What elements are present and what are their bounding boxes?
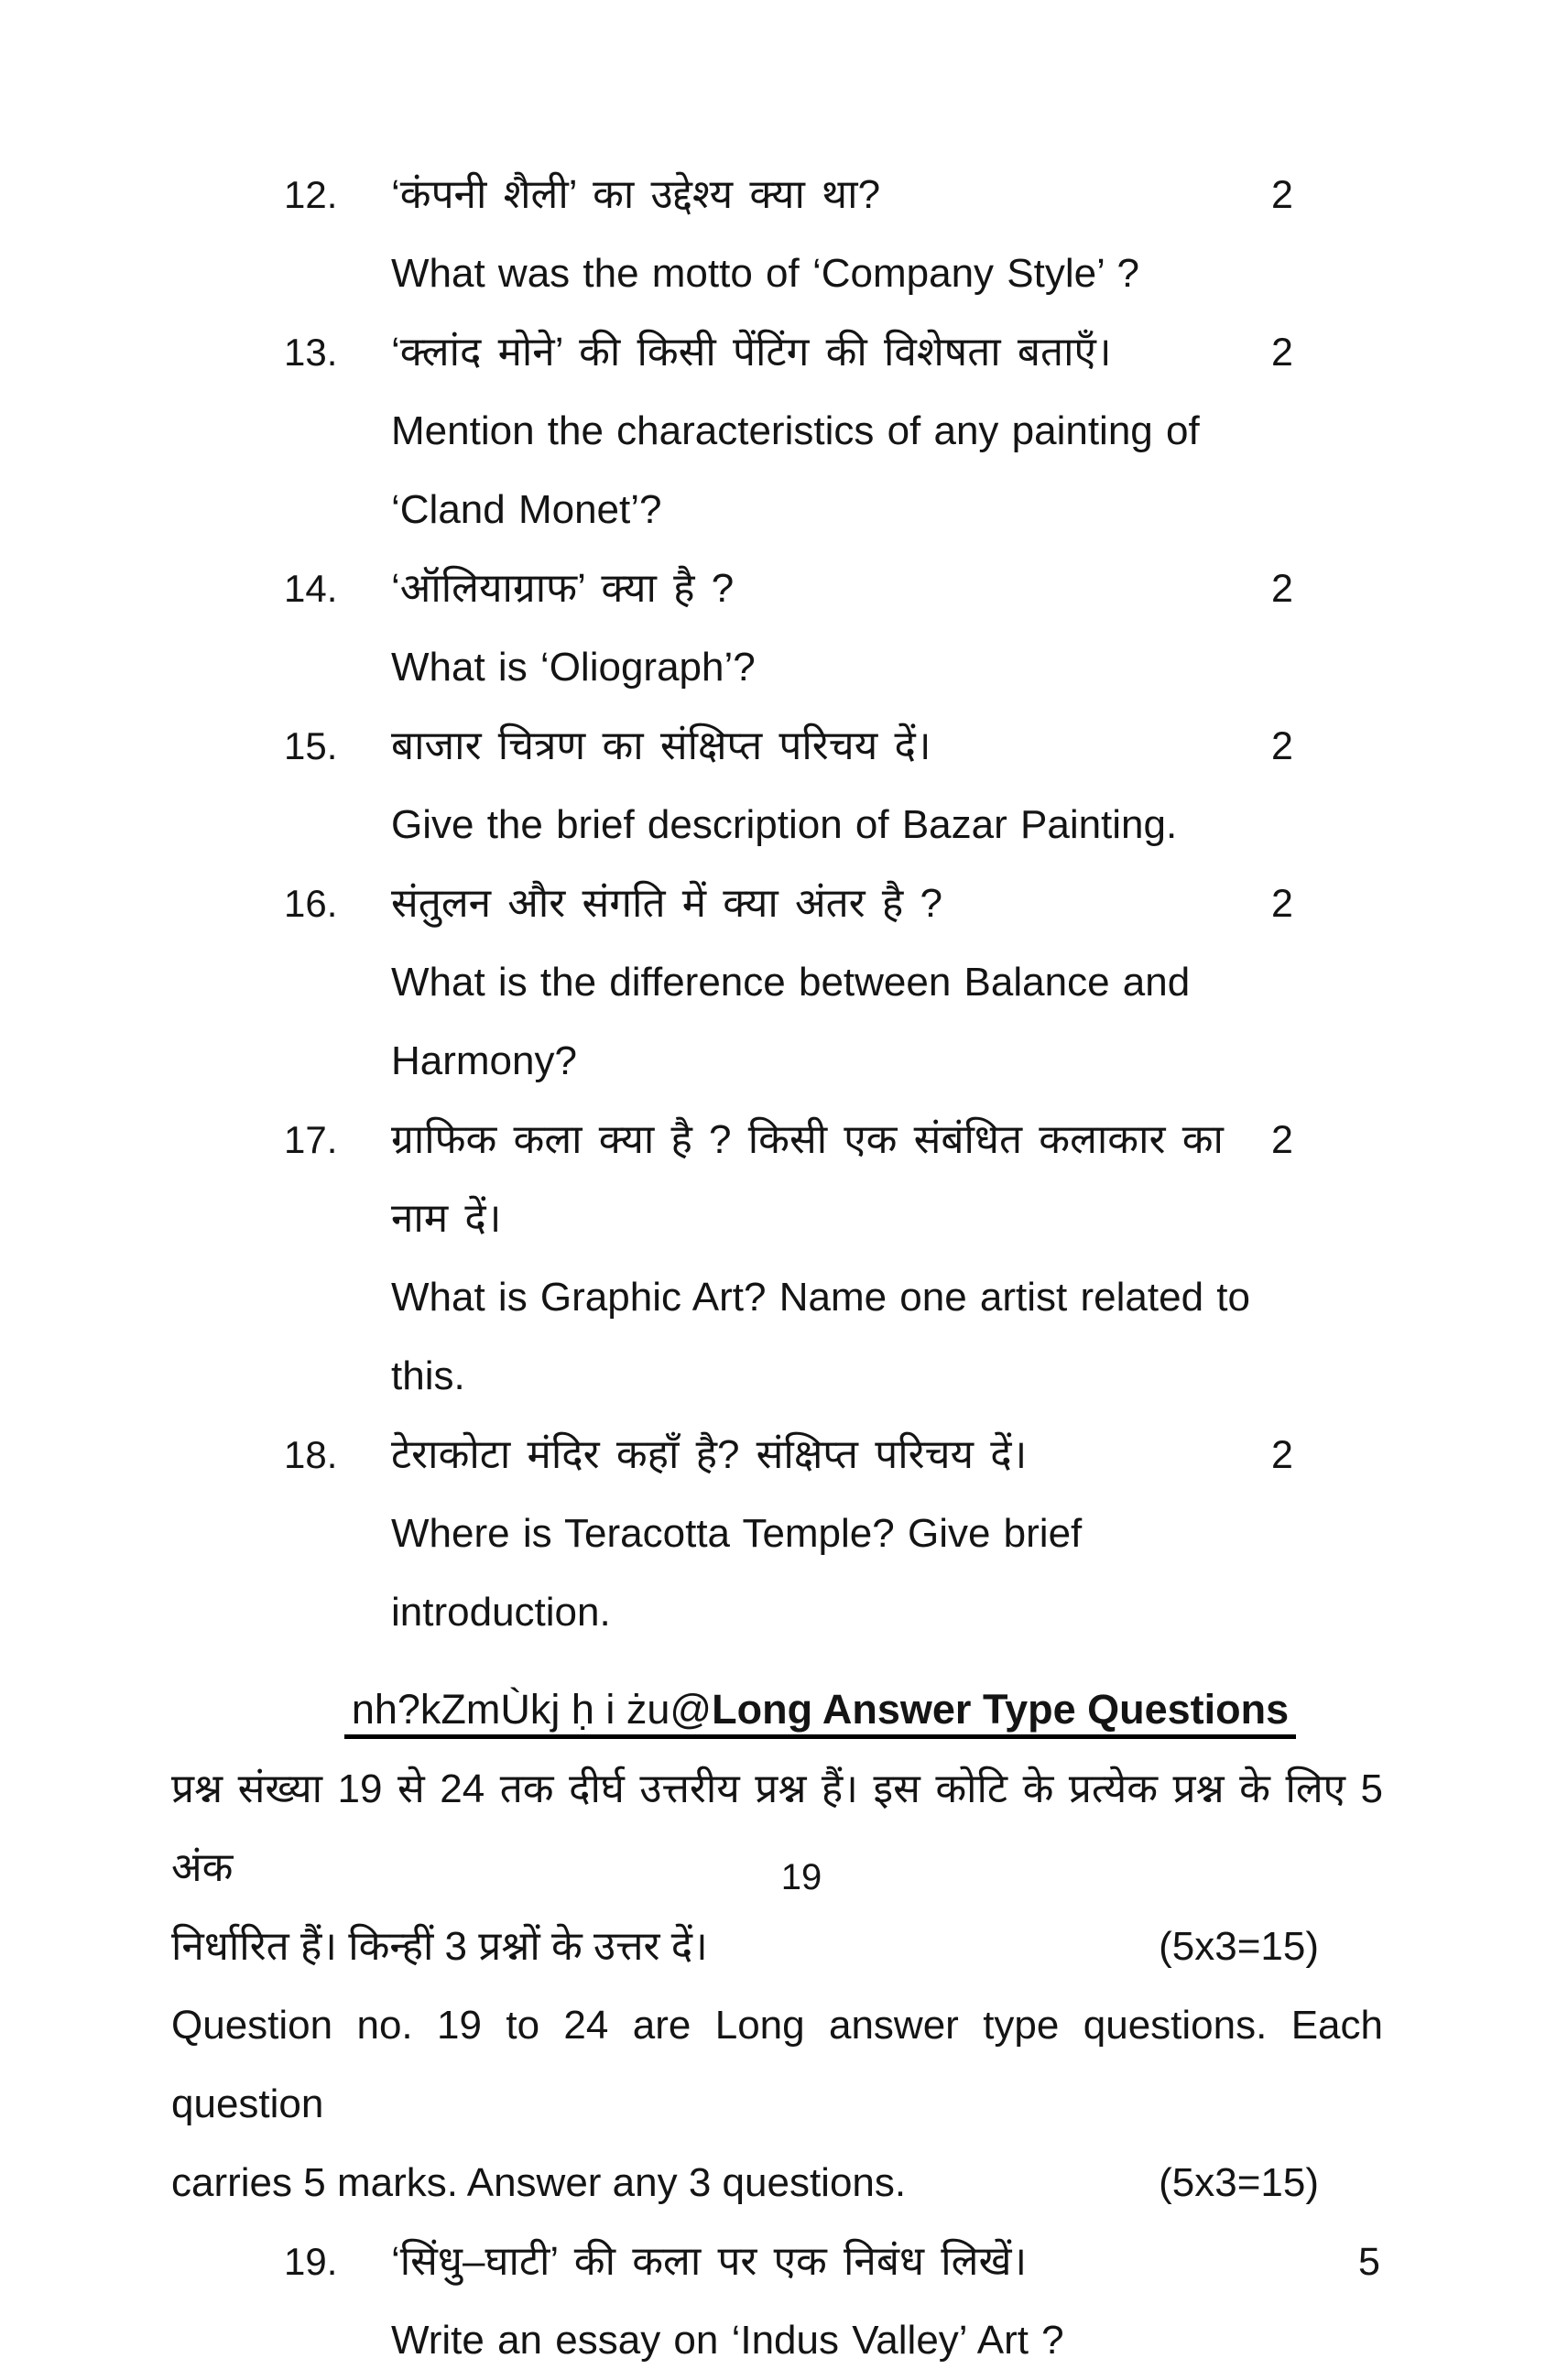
question-english-text: Write an essay on ‘Indus Valley’ Art ? [391,2318,1064,2363]
question-hindi-text: टेराकोटा मंदिर कहाँ है? संक्षिप्त परिचय दें। [391,1432,1028,1477]
question-number: 19. [284,2240,338,2283]
section-heading-underline [344,1688,1296,1739]
page-number: 19 [780,1857,822,1897]
question-marks: 2 [1271,882,1293,926]
question-english-text: Give the brief description of Bazar Painting. [391,802,1178,847]
instructions-english-line2-text: carries 5 marks. Answer any 3 questions. [171,2160,907,2205]
instructions-english [171,1986,1383,2222]
question-number: 15. [284,724,338,767]
question-row [171,864,1383,1101]
question-hindi-text: ग्राफिक कला क्या है ? किसी एक संबंधित कलाकार का नाम दें। [391,1117,1224,1241]
question-hindi-text: ‘कंपनी शैली’ का उद्देश्य क्या था? [391,172,881,217]
question-row [171,1416,1383,1652]
question-marks: 2 [1271,173,1293,217]
instructions-hindi-line2 [171,1907,1383,1986]
question-row [171,549,1383,707]
question-english-text: What was the motto of ‘Company Style’ ? [391,251,1139,296]
question-hindi-text: ‘क्लांद मोने’ की किसी पेंटिंग की विशेषता बताएँ। [391,330,1112,375]
question-english-text: What is Graphic Art? Name one artist related to this. [391,1275,1250,1398]
instructions-hindi-line1: प्रश्न संख्या 19 से 24 तक दीर्घ उत्तरीय प्रश्न हैं। इस कोटि के प्रत्येक प्रश्न के लिए 5 अंक [171,1766,1383,1890]
question-number: 14. [284,567,338,610]
question-body [391,156,1259,313]
question-marks: 2 [1271,724,1293,768]
instructions-hindi-marks: (5x3=15) [1159,1924,1319,1969]
question-body [391,707,1259,864]
question-marks: 2 [1271,1433,1293,1477]
instructions-english-line1: Question no. 19 to 24 are Long answer type questions. Each question [171,2003,1383,2126]
question-english-text: Mention the characteristics of any painting of ‘Cland Monet’? [391,408,1200,532]
question-row [171,707,1383,864]
question-number: 16. [284,882,338,925]
question-number: 17. [284,1118,338,1161]
question-hindi-text: ‘ऑलियाग्राफ’ क्या है ? [391,566,735,611]
question-english-text: Where is Teracotta Temple? Give brief introduction. [391,1511,1083,1635]
question-hindi-text: संतुलन और संगति में क्या अंतर है ? [391,881,942,926]
question-body [391,1101,1259,1416]
question-marks: 2 [1271,1118,1293,1162]
page-content [171,156,1383,2380]
instructions-english-marks: (5x3=15) [1159,2160,1319,2205]
question-body [391,313,1259,549]
question-number: 18. [284,1433,338,1476]
question-row [171,1101,1383,1416]
instructions-english-line2 [171,2144,1383,2222]
question-row [171,313,1383,549]
section-heading-title: Long Answer Type Questions [712,1686,1290,1733]
question-body [391,549,1259,707]
instructions-hindi-line2-text: निर्धारित हैं। किन्हीं 3 प्रश्नों के उत्तर दें। [171,1924,708,1969]
section-heading [171,1670,1383,1750]
question-body [391,1416,1259,1652]
question-row [171,2222,1383,2380]
question-english-text: What is the difference between Balance and Harmony? [391,960,1191,1083]
question-row [171,156,1383,313]
question-hindi-text: ‘सिंधु–घाटी’ की कला पर एक निबंध लिखें। [391,2239,1028,2284]
question-marks: 5 [1358,2240,1380,2284]
question-body [391,864,1259,1101]
question-number: 12. [284,173,338,216]
section-heading-garbled-text: nh?kZmÙkj ḥ i żu@ [351,1686,713,1733]
question-english-text: What is ‘Oliograph’? [391,645,756,690]
question-marks: 2 [1271,567,1293,611]
question-body [391,2222,1346,2380]
question-marks: 2 [1271,331,1293,375]
question-number: 13. [284,331,338,374]
question-hindi-text: बाजार चित्रण का संक्षिप्त परिचय दें। [391,723,931,768]
